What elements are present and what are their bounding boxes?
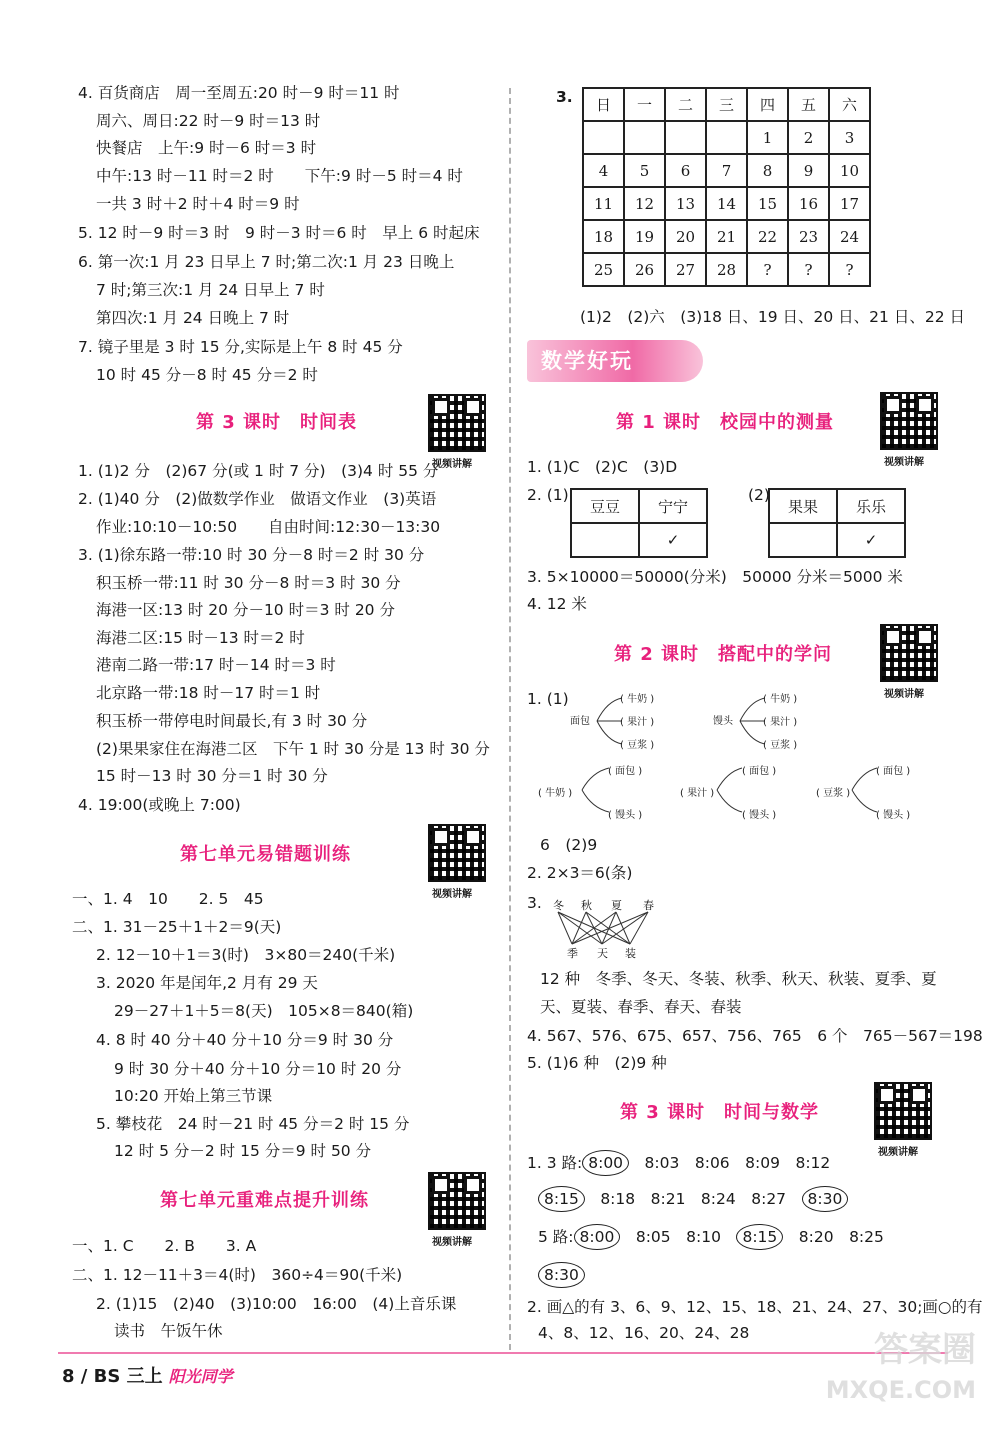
answer-line: 5. 攀枝花 24 时－21 时 45 分＝2 时 15 分 — [96, 1115, 410, 1133]
answer-line: 4. 8 时 40 分＋40 分＋10 分＝9 时 30 分 — [96, 1031, 394, 1049]
answer-line: 5. (1)6 种 (2)9 种 — [527, 1054, 667, 1072]
tree-leaf: ( 面包 ) — [608, 766, 643, 777]
calendar-cell — [665, 121, 706, 154]
qr-caption: 视频讲解 — [432, 459, 472, 470]
calendar-header-cell: 三 — [706, 88, 747, 121]
calendar-cell: 18 — [583, 220, 624, 253]
question-number: 3. — [556, 88, 573, 106]
line-text: 8:20 8:25 — [783, 1228, 884, 1246]
tree-leaf: ( 馒头 ) — [742, 810, 777, 821]
answer-line: 4. 百货商店 周一至周五:20 时－9 时＝11 时 — [78, 84, 400, 102]
item-label: 装 — [625, 947, 636, 960]
footer-rule — [58, 1352, 948, 1354]
answer-line — [538, 1224, 884, 1250]
tree-root: ( 豆浆 ) — [816, 788, 851, 799]
answer-line: 读书 午饭午休 — [114, 1322, 223, 1340]
tree-leaf: ( 果汁 ) — [620, 717, 655, 728]
circled-time: 8:15 — [736, 1224, 783, 1250]
qr-caption: 视频讲解 — [878, 1147, 918, 1158]
answer-line: 一、1. C 2. B 3. A — [72, 1237, 257, 1255]
calendar-header-cell: 一 — [624, 88, 665, 121]
circled-time: 8:30 — [802, 1186, 849, 1212]
calendar-cell: ? — [829, 253, 870, 286]
table-cell — [769, 523, 837, 557]
tree-leaf: ( 面包 ) — [742, 766, 777, 777]
answer-line: 4. 12 米 — [527, 595, 587, 613]
qr-code[interactable] — [880, 392, 938, 450]
answer-line: 一共 3 时＋2 时＋4 时＝9 时 — [96, 195, 300, 213]
calendar-header-cell: 五 — [788, 88, 829, 121]
answer-line: 3. 2020 年是闰年,2 月有 29 天 — [96, 974, 318, 992]
answer-line: 10:20 开始上第三节课 — [114, 1087, 273, 1105]
check-mark: ✓ — [837, 523, 905, 557]
calendar-cell: 5 — [624, 154, 665, 187]
tree-leaf: ( 牛奶 ) — [763, 694, 798, 705]
answer-line: 1. (1) — [527, 690, 569, 708]
calendar-cell: 9 — [788, 154, 829, 187]
check-mark: ✓ — [639, 523, 707, 557]
line-text: 8:03 8:06 8:09 8:12 — [629, 1154, 831, 1172]
calendar-cell: 20 — [665, 220, 706, 253]
answer-line — [538, 1262, 585, 1288]
item-label: 天 — [597, 947, 608, 960]
calendar-cell: 14 — [706, 187, 747, 220]
answer-line: 15 时－13 时 30 分＝1 时 30 分 — [96, 767, 328, 785]
answer-line: 7 时;第三次:1 月 24 日早上 7 时 — [96, 281, 325, 299]
calendar-cell: 12 — [624, 187, 665, 220]
qr-code[interactable] — [428, 824, 486, 882]
calendar-cell: 1 — [747, 121, 788, 154]
calendar-cell: 27 — [665, 253, 706, 286]
answer-line: 29－27＋1＋5＝8(天) 105×8＝840(箱) — [114, 1002, 414, 1020]
calendar-cell — [583, 121, 624, 154]
answer-line: 9 时 30 分＋40 分＋10 分＝10 时 20 分 — [114, 1060, 402, 1078]
page-footer — [62, 1362, 233, 1388]
answer-line: 6. 第一次:1 月 23 日早上 7 时;第二次:1 月 23 日晚上 — [78, 253, 455, 271]
line-prefix: 1. 3 路: — [527, 1154, 583, 1172]
answer-line: 4. 19:00(或晚上 7:00) — [78, 796, 241, 814]
calendar-cell: 25 — [583, 253, 624, 286]
answer-line: (2)果果家住在海港二区 下午 1 时 30 分是 13 时 30 分 — [96, 740, 490, 758]
calendar-table — [582, 87, 871, 287]
watermark — [826, 1330, 976, 1410]
match-line — [630, 912, 648, 944]
tree-leaf: ( 豆浆 ) — [763, 740, 798, 751]
calendar-cell: 15 — [747, 187, 788, 220]
calendar-cell: 2 — [788, 121, 829, 154]
section-title: 第 3 课时 时间表 — [196, 412, 358, 433]
calendar-header-cell: 四 — [747, 88, 788, 121]
calendar-cell: 16 — [788, 187, 829, 220]
calendar-cell: 4 — [583, 154, 624, 187]
calendar-cell: 11 — [583, 187, 624, 220]
tree-root: ( 牛奶 ) — [538, 788, 573, 799]
brand-logo: 阳光同学 — [168, 1367, 233, 1386]
line-prefix: 5 路: — [538, 1228, 574, 1246]
answer-line: 周六、周日:22 时－9 时＝13 时 — [96, 112, 321, 130]
answer-line: 海港二区:15 时－13 时＝2 时 — [96, 629, 305, 647]
answer-line: 积玉桥一带:11 时 30 分－8 时＝3 时 30 分 — [96, 574, 401, 592]
calendar-cell: 17 — [829, 187, 870, 220]
calendar-cell: 7 — [706, 154, 747, 187]
section-title: 第七单元易错题训练 — [180, 844, 351, 865]
answer-line: 一、1. 4 10 2. 5 45 — [72, 890, 264, 908]
page-number: 8 / BS 三上 — [62, 1366, 163, 1387]
calendar-cell: 3 — [829, 121, 870, 154]
answer-line: 积玉桥一带停电时间最长,有 3 时 30 分 — [96, 712, 368, 730]
answer-line: 6 (2)9 — [540, 836, 598, 854]
season-label: 春 — [643, 899, 654, 912]
qr-code[interactable] — [880, 624, 938, 682]
calendar-cell: 22 — [747, 220, 788, 253]
calendar-cell: 24 — [829, 220, 870, 253]
answer-label: (2) — [748, 486, 770, 504]
answer-line: 2. (1)15 (2)40 (3)10:00 16:00 (4)上音乐课 — [96, 1295, 457, 1313]
qr-caption: 视频讲解 — [432, 889, 472, 900]
qr-code[interactable] — [874, 1082, 932, 1140]
circled-time: 8:30 — [538, 1262, 585, 1288]
section-title: 第 1 课时 校园中的测量 — [616, 412, 835, 433]
calendar-cell: 6 — [665, 154, 706, 187]
answer-line: 12 种 冬季、冬天、冬装、秋季、秋天、秋装、夏季、夏 — [540, 970, 937, 988]
section-title: 第 2 课时 搭配中的学问 — [614, 644, 833, 665]
answer-line — [527, 1150, 830, 1176]
calendar-cell: 19 — [624, 220, 665, 253]
tree-leaf: ( 牛奶 ) — [620, 694, 655, 705]
table-cell: 乐乐 — [837, 489, 905, 523]
calendar-cell: 13 — [665, 187, 706, 220]
item-label: 季 — [567, 947, 578, 960]
qr-code[interactable] — [428, 1172, 486, 1230]
tree-root: ( 果汁 ) — [680, 788, 715, 799]
answer-line: 4、8、12、16、20、24、28 — [538, 1324, 750, 1342]
calendar-cell: 26 — [624, 253, 665, 286]
qr-code[interactable] — [428, 394, 486, 452]
calendar-header-cell: 日 — [583, 88, 624, 121]
tree-leaf: ( 馒头 ) — [876, 810, 911, 821]
watermark-line: 答案圈 — [874, 1330, 976, 1370]
calendar-cell: 10 — [829, 154, 870, 187]
matching-diagram — [545, 898, 665, 960]
comparison-table-b — [768, 488, 906, 558]
circled-time: 8:00 — [582, 1150, 629, 1176]
answer-line: 4. 567、576、675、657、756、765 6 个 765－567＝198 — [527, 1027, 983, 1045]
table-cell: 果果 — [769, 489, 837, 523]
calendar-header-cell: 六 — [829, 88, 870, 121]
tree-root: 面包 — [570, 716, 590, 727]
answer-line: 海港一区:13 时 20 分－10 时＝3 时 20 分 — [96, 601, 395, 619]
answer-line: 1. (1)C (2)C (3)D — [527, 458, 678, 476]
answer-line: 中午:13 时－11 时＝2 时 下午:9 时－5 时＝4 时 — [96, 167, 463, 185]
answer-line: 2. (1) — [527, 486, 569, 504]
tree-diagrams — [527, 686, 947, 822]
circled-time: 8:15 — [538, 1186, 585, 1212]
answer-line: 1. (1)2 分 (2)67 分(或 1 时 7 分) (3)4 时 55 分 — [78, 462, 439, 480]
answer-line: 2. 12－10＋1＝3(时) 3×80＝240(千米) — [96, 946, 396, 964]
line-text: 8:05 8:10 — [620, 1228, 737, 1246]
answer-line: 港南二路一带:17 时－14 时＝3 时 — [96, 656, 336, 674]
answer-line: 7. 镜子里是 3 时 15 分,实际是上午 8 时 45 分 — [78, 338, 403, 356]
answer-line: 作业:10:10－10:50 自由时间:12:30－13:30 — [96, 518, 441, 536]
answer-line: 5. 12 时－9 时＝3 时 9 时－3 时＝6 时 早上 6 时起床 — [78, 224, 480, 242]
qr-caption: 视频讲解 — [884, 689, 924, 700]
answer-line: 3. 5×10000＝50000(分米) 50000 分米＝5000 米 — [527, 568, 903, 586]
tree-leaf: ( 面包 ) — [876, 766, 911, 777]
calendar-cell: 21 — [706, 220, 747, 253]
answer-line: 二、1. 31－25＋1＋2＝9(天) — [72, 918, 282, 936]
table-cell: 豆豆 — [571, 489, 639, 523]
answer-line: 第四次:1 月 24 日晚上 7 时 — [96, 309, 290, 327]
answer-line: 3. — [527, 894, 542, 912]
section-banner: 数学好玩 — [527, 340, 703, 382]
answer-line: 2. 2×3＝6(条) — [527, 864, 633, 882]
answer-line: 3. (1)徐东路一带:10 时 30 分－8 时＝2 时 30 分 — [78, 546, 425, 564]
qr-caption: 视频讲解 — [432, 1237, 472, 1248]
column-divider — [509, 88, 511, 1350]
answer-line: 10 时 45 分－8 时 45 分＝2 时 — [96, 366, 318, 384]
circled-time: 8:00 — [574, 1224, 621, 1250]
season-label: 冬 — [553, 899, 564, 912]
calendar-cell: 23 — [788, 220, 829, 253]
section-title: 第 3 课时 时间与数学 — [620, 1102, 820, 1123]
tree-leaf: ( 果汁 ) — [763, 717, 798, 728]
answer-line: 北京路一带:18 时－17 时＝1 时 — [96, 684, 321, 702]
comparison-table-a — [570, 488, 708, 558]
calendar-cell — [624, 121, 665, 154]
answer-line: 天、夏装、春季、春天、春装 — [540, 998, 742, 1016]
calendar-header-cell: 二 — [665, 88, 706, 121]
answer-line: 12 时 5 分－2 时 15 分＝9 时 50 分 — [114, 1142, 372, 1160]
season-label: 秋 — [581, 899, 592, 912]
calendar-cell — [706, 121, 747, 154]
table-cell — [571, 523, 639, 557]
answer-line: 二、1. 12－11＋3＝4(时) 360÷4＝90(千米) — [72, 1266, 403, 1284]
section-title: 第七单元重难点提升训练 — [160, 1190, 369, 1211]
answer-line: 快餐店 上午:9 时－6 时＝3 时 — [96, 139, 317, 157]
answer-line: 2. 画△的有 3、6、9、12、15、18、21、24、27、30;画○的有 — [527, 1298, 983, 1316]
calendar-cell: 28 — [706, 253, 747, 286]
season-label: 夏 — [611, 899, 622, 912]
watermark-line: MXQE.COM — [825, 1376, 976, 1404]
tree-leaf: ( 豆浆 ) — [620, 740, 655, 751]
calendar-answer: (1)2 (2)六 (3)18 日、19 日、20 日、21 日、22 日 — [580, 308, 965, 326]
answer-line — [538, 1186, 848, 1212]
tree-leaf: ( 馒头 ) — [608, 810, 643, 821]
answer-line: 2. (1)40 分 (2)做数学作业 做语文作业 (3)英语 — [78, 490, 437, 508]
calendar-cell: ? — [747, 253, 788, 286]
calendar-cell: 8 — [747, 154, 788, 187]
calendar-cell: ? — [788, 253, 829, 286]
qr-caption: 视频讲解 — [884, 457, 924, 468]
table-cell: 宁宁 — [639, 489, 707, 523]
tree-root: 馒头 — [713, 716, 733, 727]
line-text: 8:18 8:21 8:24 8:27 — [584, 1190, 802, 1208]
